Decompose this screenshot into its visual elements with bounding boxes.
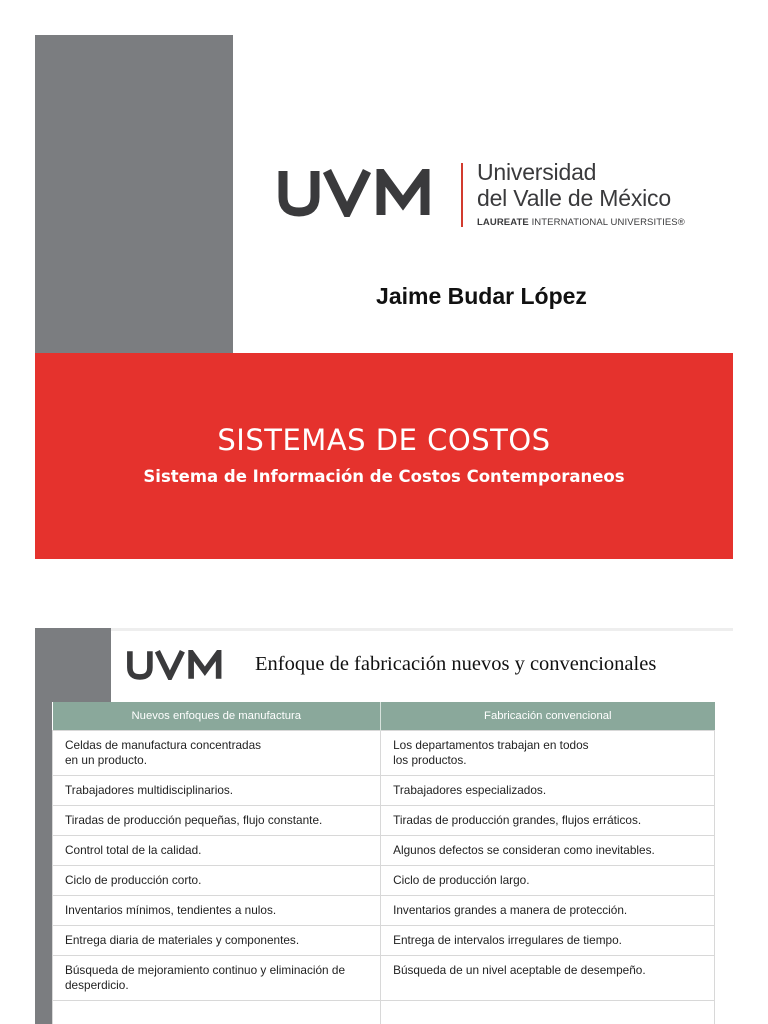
logo-tagline — [477, 217, 685, 228]
tagline-rest: INTERNATIONAL UNIVERSITIES® — [528, 217, 685, 228]
top-border — [111, 628, 733, 631]
table-cell: Inventarios mínimos, tendientes a nulos. — [53, 896, 381, 926]
table-cell: Búsqueda de un nivel aceptable de desempeño. — [381, 956, 715, 1001]
content-slide — [35, 628, 733, 1024]
table-cell: Ciclo de producción corto. — [53, 866, 381, 896]
table-cell: Inventarios grandes a manera de protección. — [381, 896, 715, 926]
table-row — [53, 1001, 715, 1024]
table-row — [53, 806, 715, 836]
table-row — [53, 731, 715, 776]
table-cell: Búsqueda de mejoramiento continuo y eliminación de desperdicio. — [53, 956, 381, 1001]
slide-subtitle: Sistema de Información de Costos Contemporaneos — [143, 467, 625, 486]
table-cell: Tiradas de producción grandes, flujos erráticos. — [381, 806, 715, 836]
title-slide — [35, 35, 733, 559]
table-row — [53, 836, 715, 866]
university-name-line2: del Valle de México — [477, 185, 671, 211]
table-cell: Trabajadores especializados. — [381, 776, 715, 806]
uvm-wordmark-icon — [120, 650, 236, 680]
university-name-line1: Universidad — [477, 159, 597, 185]
uvm-logo — [277, 155, 697, 235]
slide-title: Enfoque de fabricación nuevos y convencionales — [255, 653, 657, 675]
uvm-wordmark-icon — [277, 169, 443, 217]
comparison-table — [52, 702, 715, 1024]
table-row — [53, 896, 715, 926]
table-cell: Trabajadores multidisciplinarios. — [53, 776, 381, 806]
table-cell — [53, 1001, 381, 1024]
table-cell — [381, 1001, 715, 1024]
table-row — [53, 926, 715, 956]
table-cell: Celdas de manufactura concentradas en un producto. — [53, 731, 381, 776]
table-cell: Algunos defectos se consideran como inevitables. — [381, 836, 715, 866]
column-header: Fabricación convencional — [381, 702, 715, 731]
table-cell: Tiradas de producción pequeñas, flujo constante. — [53, 806, 381, 836]
table-cell: Entrega de intervalos irregulares de tiempo. — [381, 926, 715, 956]
title-banner — [35, 353, 733, 559]
table-header-row — [53, 702, 715, 731]
tagline-bold: LAUREATE — [477, 217, 529, 228]
table-cell: Entrega diaria de materiales y componentes. — [53, 926, 381, 956]
author-name: Jaime Budar López — [376, 283, 587, 309]
slide-title: SISTEMAS DE COSTOS — [217, 423, 551, 457]
table-cell: Los departamentos trabajan en todos los productos. — [381, 731, 715, 776]
table-row — [53, 776, 715, 806]
column-header: Nuevos enfoques de manufactura — [53, 702, 381, 731]
table-row — [53, 866, 715, 896]
table-row — [53, 956, 715, 1001]
table-cell: Control total de la calidad. — [53, 836, 381, 866]
table-cell: Ciclo de producción largo. — [381, 866, 715, 896]
logo-divider — [461, 163, 463, 227]
